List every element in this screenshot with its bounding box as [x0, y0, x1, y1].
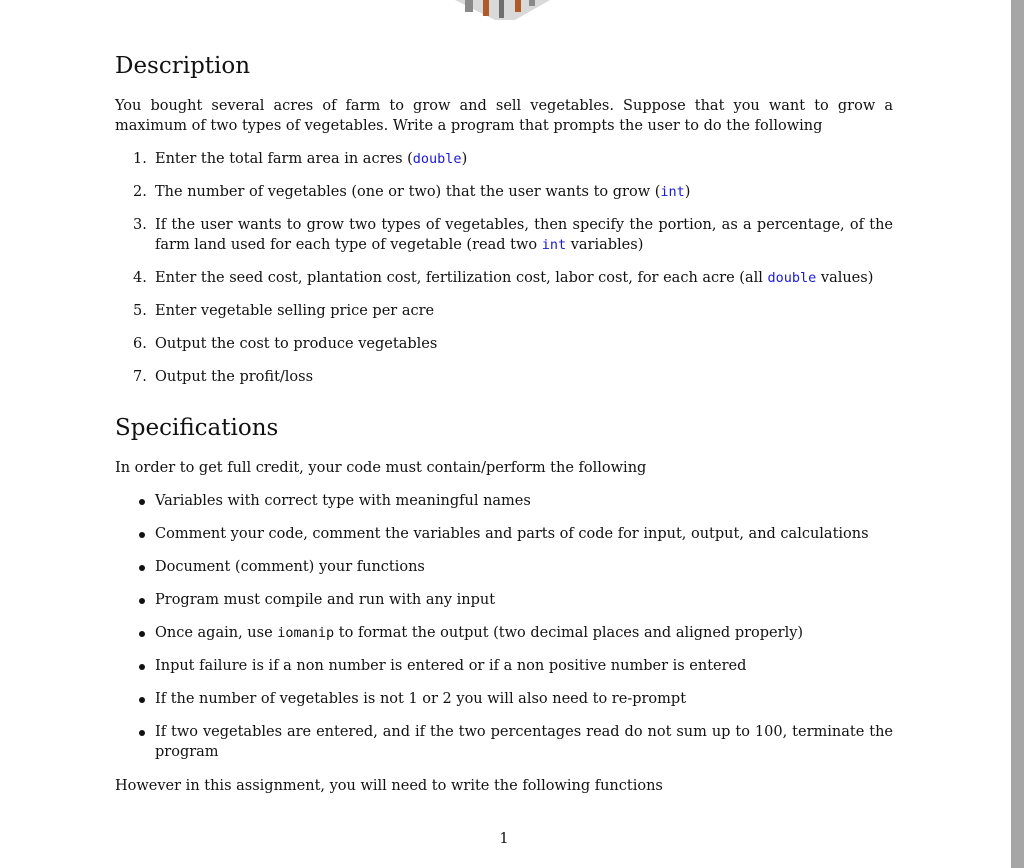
code-keyword: double	[412, 151, 462, 167]
bullet-icon	[139, 664, 145, 670]
list-number: 7.	[133, 369, 147, 385]
bullet-icon	[139, 697, 145, 703]
code-keyword: int	[660, 184, 685, 200]
bullet-icon	[139, 565, 145, 571]
list-number: 3.	[133, 217, 147, 233]
scrollbar[interactable]	[1011, 0, 1024, 868]
list-number: 5.	[133, 303, 147, 319]
code-keyword: int	[541, 237, 567, 253]
list-number: 2.	[133, 184, 147, 200]
bullet-icon	[139, 532, 145, 538]
bullet-icon	[139, 499, 145, 505]
list-number: 4.	[133, 270, 147, 286]
bullet-icon	[139, 598, 145, 604]
bullet-icon	[139, 730, 145, 736]
description-intro: You bought several acres of farm to grow and sell vegetables. Suppose that you want to grow a maximum of two types of vegetables. Write a program that prompts the user to do the following	[115, 98, 893, 134]
code-keyword: double	[767, 270, 817, 286]
specifications-heading: Specifications	[115, 415, 279, 441]
list-number: 6.	[133, 336, 147, 352]
closing-paragraph: However in this assignment, you will need to write the following functions	[115, 778, 663, 794]
bullet-icon	[139, 631, 145, 637]
cropped-figure	[455, 0, 550, 20]
code-keyword: iomanip	[277, 625, 335, 641]
description-heading: Description	[115, 53, 251, 79]
specifications-intro: In order to get full credit, your code must contain/perform the following	[115, 460, 647, 476]
page-number: 1	[499, 831, 509, 847]
list-number: 1.	[133, 151, 147, 167]
